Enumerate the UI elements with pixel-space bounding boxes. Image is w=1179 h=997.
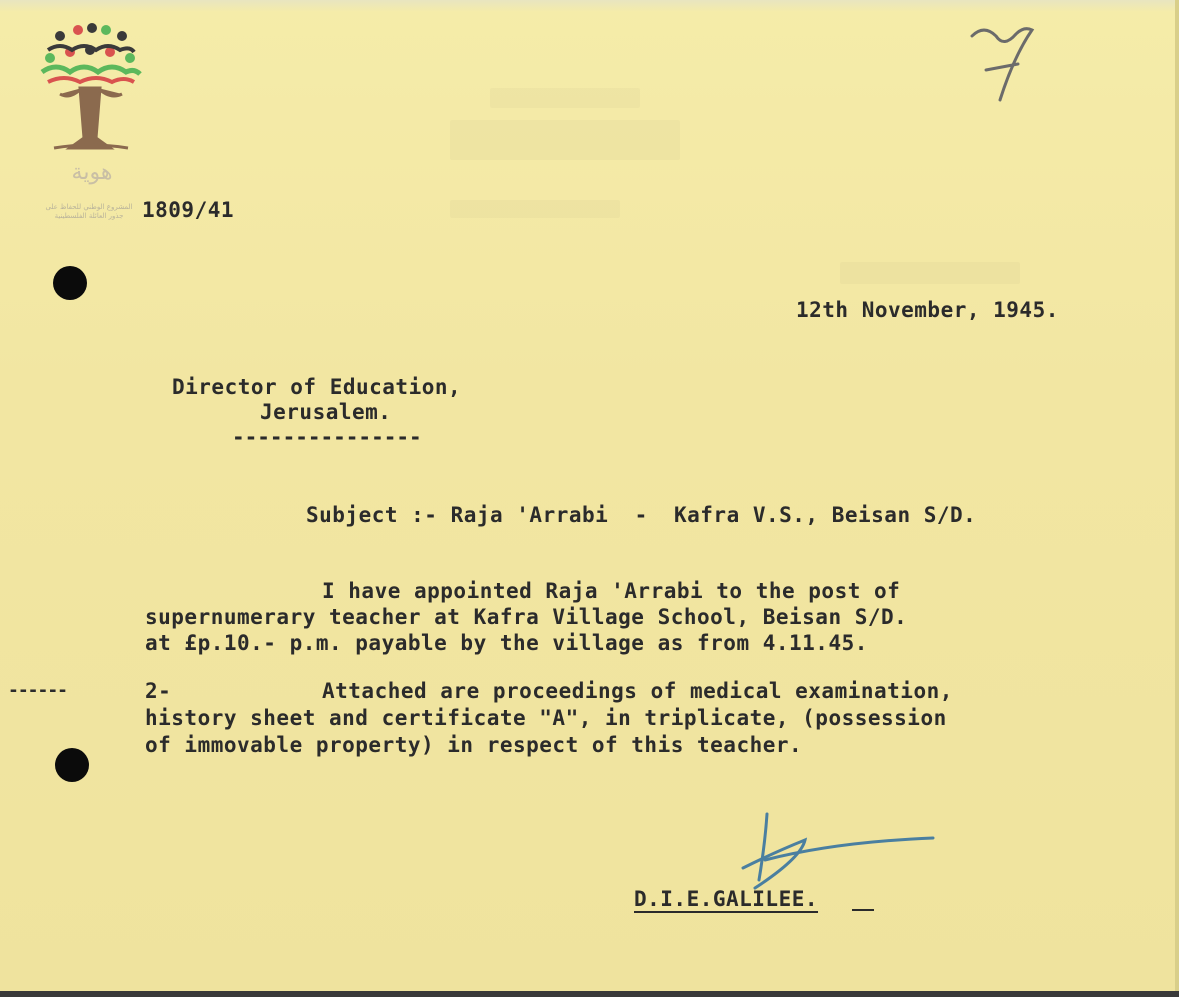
bleed-through-mark [450,200,620,218]
margin-mark: ------ [8,680,68,701]
paragraph-line: at £p.10.- p.m. payable by the village as from 4.11.45. [145,631,868,655]
logo-wordmark: هوية [71,160,113,185]
punch-hole [53,266,87,300]
bleed-through-mark [490,88,640,108]
signature-block: D.I.E.GALILEE. [634,887,819,911]
paragraph-line: of immovable property) in respect of this teacher. [145,733,803,757]
logo-tagline-line: جذور العائلة الفلسطينية [54,212,124,220]
signature-underline [852,909,874,911]
signature-initials-icon [735,810,940,895]
paragraph-line: history sheet and certificate "A", in triplicate, (possession [145,706,947,730]
letter-date: 12th November, 1945. [796,298,1059,322]
paper-right-edge [1175,0,1179,997]
handwritten-annotation-icon [962,18,1042,103]
paragraph-number: 2- [145,679,172,703]
paragraph-line: supernumerary teacher at Kafra Village School, Beisan S/D. [145,605,908,629]
bleed-through-mark [840,262,1020,284]
bleed-through-mark [450,120,680,160]
addressee-line: Director of Education, [172,375,462,399]
addressee-line: Jerusalem. [260,400,392,424]
paper-bottom-edge [0,991,1179,997]
paper-top-edge [0,0,1179,12]
reference-number: 1809/41 [142,198,235,222]
paragraph-line: Attached are proceedings of medical examination, [322,679,953,703]
subject-line: Subject :- Raja 'Arrabi - Kafra V.S., Beisan S/D. [306,503,977,527]
paragraph-line: I have appointed Raja 'Arrabi to the post of [322,579,901,603]
logo-tagline-line: المشروع الوطني للحفاظ على [45,203,133,211]
addressee-rule: --------------- [232,425,422,449]
punch-hole [55,748,89,782]
logo-tagline [24,203,154,221]
